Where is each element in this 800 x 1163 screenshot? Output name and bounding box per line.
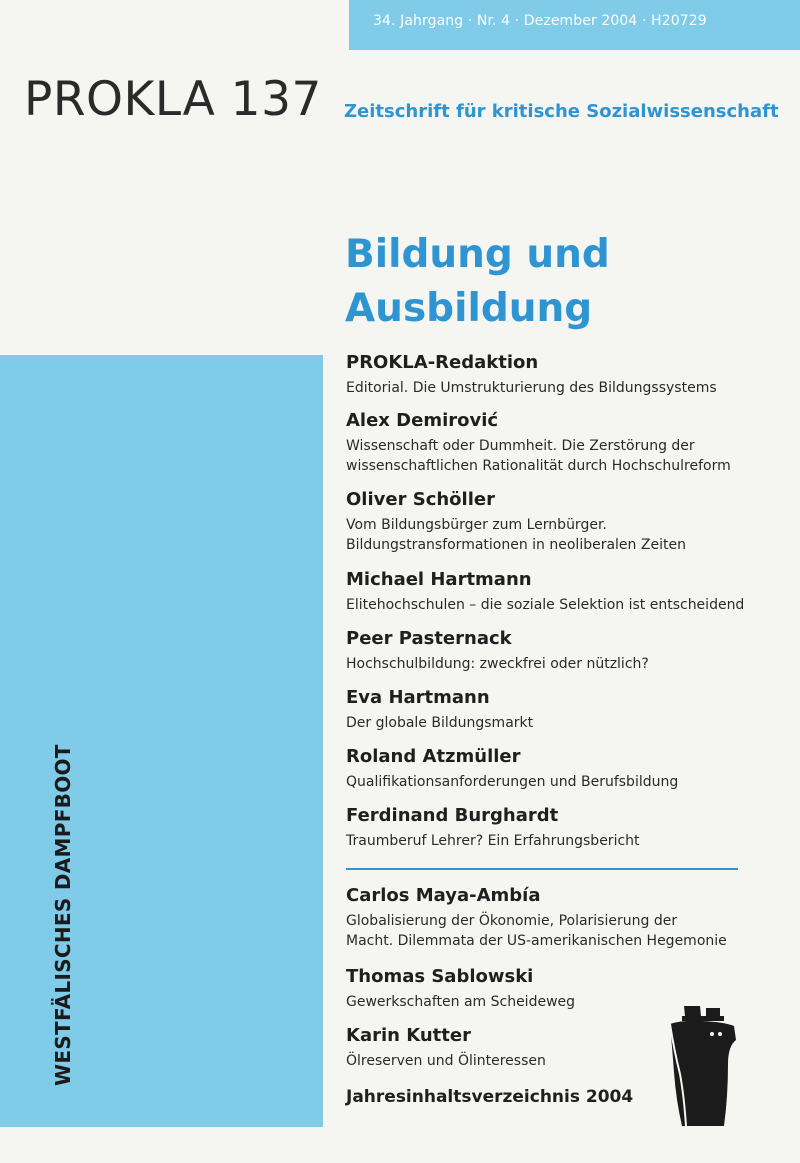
- annual-index: Jahresinhaltsverzeichnis 2004: [346, 1087, 634, 1107]
- issue-theme: [345, 228, 610, 336]
- article-title: Bildungstransformationen in neoliberalen Zeiten: [346, 537, 686, 553]
- side-color-band: [0, 355, 323, 1127]
- article-title: Der globale Bildungsmarkt: [346, 715, 534, 731]
- article-author: Oliver Schöller: [346, 489, 495, 510]
- article-author: Karin Kutter: [346, 1025, 471, 1046]
- article-title: Wissenschaft oder Dummheit. Die Zerstörung der: [346, 438, 695, 454]
- article-title: Gewerkschaften am Scheideweg: [346, 994, 576, 1010]
- article-author: Michael Hartmann: [346, 569, 532, 590]
- article-title: Qualifikationsanforderungen und Berufsbildung: [346, 774, 679, 790]
- article-title: Globalisierung der Ökonomie, Polarisierung der: [346, 913, 678, 929]
- journal-subtitle: Zeitschrift für kritische Sozialwissenschaft: [344, 101, 779, 122]
- issue-theme-line-1: Bildung und: [345, 232, 610, 277]
- article-title: Hochschulbildung: zweckfrei oder nützlich?: [346, 656, 649, 672]
- article-author: PROKLA-Redaktion: [346, 352, 539, 373]
- article-author: Thomas Sablowski: [346, 966, 534, 987]
- journal-title: PROKLA 137: [24, 72, 322, 127]
- article-title: Traumberuf Lehrer? Ein Erfahrungsbericht: [346, 833, 640, 849]
- issue-info: 34. Jahrgang · Nr. 4 · Dezember 2004 · H20729: [373, 13, 707, 29]
- article-title: Editorial. Die Umstrukturierung des Bildungssystems: [346, 380, 717, 396]
- article-author: Roland Atzmüller: [346, 746, 521, 767]
- section-divider: [346, 868, 738, 870]
- article-author: Eva Hartmann: [346, 687, 490, 708]
- article-author: Ferdinand Burghardt: [346, 805, 559, 826]
- article-title: Ölreserven und Ölinteressen: [346, 1053, 546, 1069]
- article-author: Carlos Maya-Ambía: [346, 885, 541, 906]
- steamboat-logo-icon: [662, 1000, 742, 1128]
- article-author: Alex Demirović: [346, 410, 499, 431]
- issue-theme-line-2: Ausbildung: [345, 286, 593, 331]
- article-title: Macht. Dilemmata der US-amerikanischen Hegemonie: [346, 933, 727, 949]
- article-title: Vom Bildungsbürger zum Lernbürger.: [346, 517, 607, 533]
- article-title: Elitehochschulen – die soziale Selektion ist entscheidend: [346, 597, 745, 613]
- article-author: Peer Pasternack: [346, 628, 512, 649]
- publisher-name: WESTFÄLISCHES DAMPFBOOT: [51, 744, 75, 1086]
- article-title: wissenschaftlichen Rationalität durch Hochschulreform: [346, 458, 731, 474]
